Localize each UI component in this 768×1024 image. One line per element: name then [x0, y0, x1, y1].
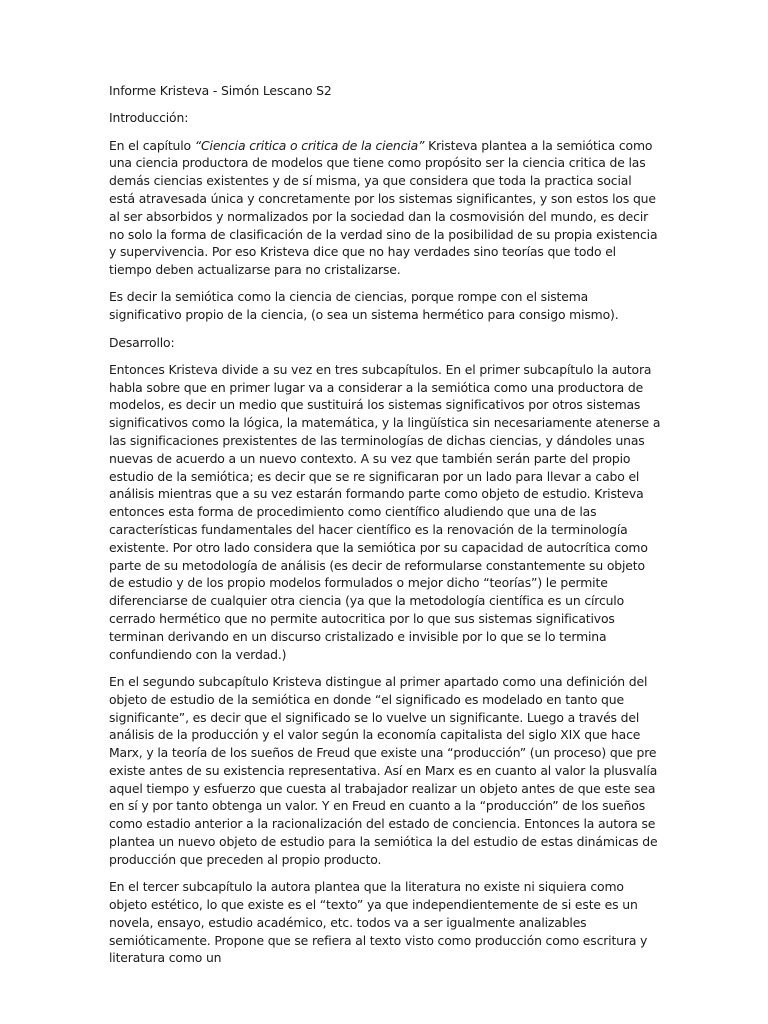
- development-heading: Desarrollo:: [109, 334, 175, 350]
- intro-heading: Introducción:: [109, 110, 189, 126]
- chapter-title-italic: “Ciencia critica o critica de la ciencia”: [194, 137, 425, 153]
- intro-p1-body: Kristeva plantea a la semiótica como una ciencia productora de modelos que tiene como propósito ser la ciencia critica de las demás ciencias existentes y de sí misma, ya que considera que toda la practica social está atravesada única y concretamente por los sistemas significantes, y son estos los que al ser absorbidos y normalizados por la sociedad dan la cosmovisión del mundo, es decir no solo la forma de clasificación de la verdad sino de la posibilidad de su propia existencia y supervivencia. Por eso Kristeva dice que no hay verdades sino teorías que todo el tiempo deben actualizarse para no cristalizarse.: [109, 137, 658, 278]
- intro-paragraph-1: [109, 137, 661, 279]
- document-page: [109, 82, 661, 977]
- intro-p1-lead: En el capítulo: [109, 137, 195, 153]
- development-paragraph-3: En el tercer subcapítulo la autora plantea que la literatura no existe ni siquiera como objeto estético, lo que existe es el “texto” ya que independientemente de si este es un novela, ensayo, estudio académico, etc. todos va a ser igualmente analizables semióticamente. Propone que se refiera al texto visto como producción como escritura y literatura como un: [109, 879, 648, 966]
- development-paragraph-2: En el segundo subcapítulo Kristeva distingue al primer apartado como una definición del objeto de estudio de la semiótica en donde “el significado es modelado en tanto que significante”, es decir que el significado se lo vuelve un significante. Luego a través del análisis de la producción y el valor según la economía capitalista del siglo XIX que hace Marx, y la teoría de los sueños de Freud que existe una “producción” (un proceso) que pre existe antes de su existencia representativa. Así en Marx es en cuanto al valor la plusvalía aquel tiempo y esfuerzo que cuesta al trabajador realizar un objeto antes de que este sea en sí y por tanto obtenga un valor. Y en Freud en cuanto a la “producción” de los sueños como estadio anterior a la racionalización del estado de conciencia. Entonces la autora se plantea un nuevo objeto de estudio para la semiótica la del estudio de estas dinámicas de producción que preceden al propio producto.: [109, 673, 658, 867]
- document-title: Informe Kristeva - Simón Lescano S2: [109, 83, 332, 98]
- development-paragraph-1: Entonces Kristeva divide a su vez en tres subcapítulos. En el primer subcapítulo la autora habla sobre que en primer lugar va a considerar a la semiótica como una productora de modelos, es decir un medio que sustituirá los sistemas significativos por otros sistemas significativos como la lógica, la matemática, y la lingüística sin necesariamente atenerse a las significaciones prexistentes de las terminologías de dichas ciencias, y dándoles unas nuevas de acuerdo a un nuevo contexto. A su vez que también serán parte del propio estudio de la semiótica; es decir que se re significaran por un lado para llevar a cabo el análisis mientras que a su vez estarán formando parte como objeto de estudio. Kristeva entonces esta forma de procedimiento como científico aludiendo que una de las características fundamentales del hacer científico es la renovación de la terminología existente. Por otro lado considera que la semiótica por su capacidad de autocrítica como parte de su metodología de análisis (es decir de reformularse constantemente su objeto de estudio y de los propio modelos formulados o mejor dicho “teorías”) le permite diferenciarse de cualquier otra ciencia (ya que la metodología científica es un círculo cerrado hermético que no permite autocritica por lo que sus sistemas significativos terminan derivando en un discurso cristalizado e invisible por lo que se lo termina confundiendo con la verdad.): [109, 361, 661, 662]
- intro-paragraph-2: Es decir la semiótica como la ciencia de ciencias, porque rompe con el sistema significativo propio de la ciencia, (o sea un sistema hermético para consigo mismo).: [109, 289, 619, 323]
